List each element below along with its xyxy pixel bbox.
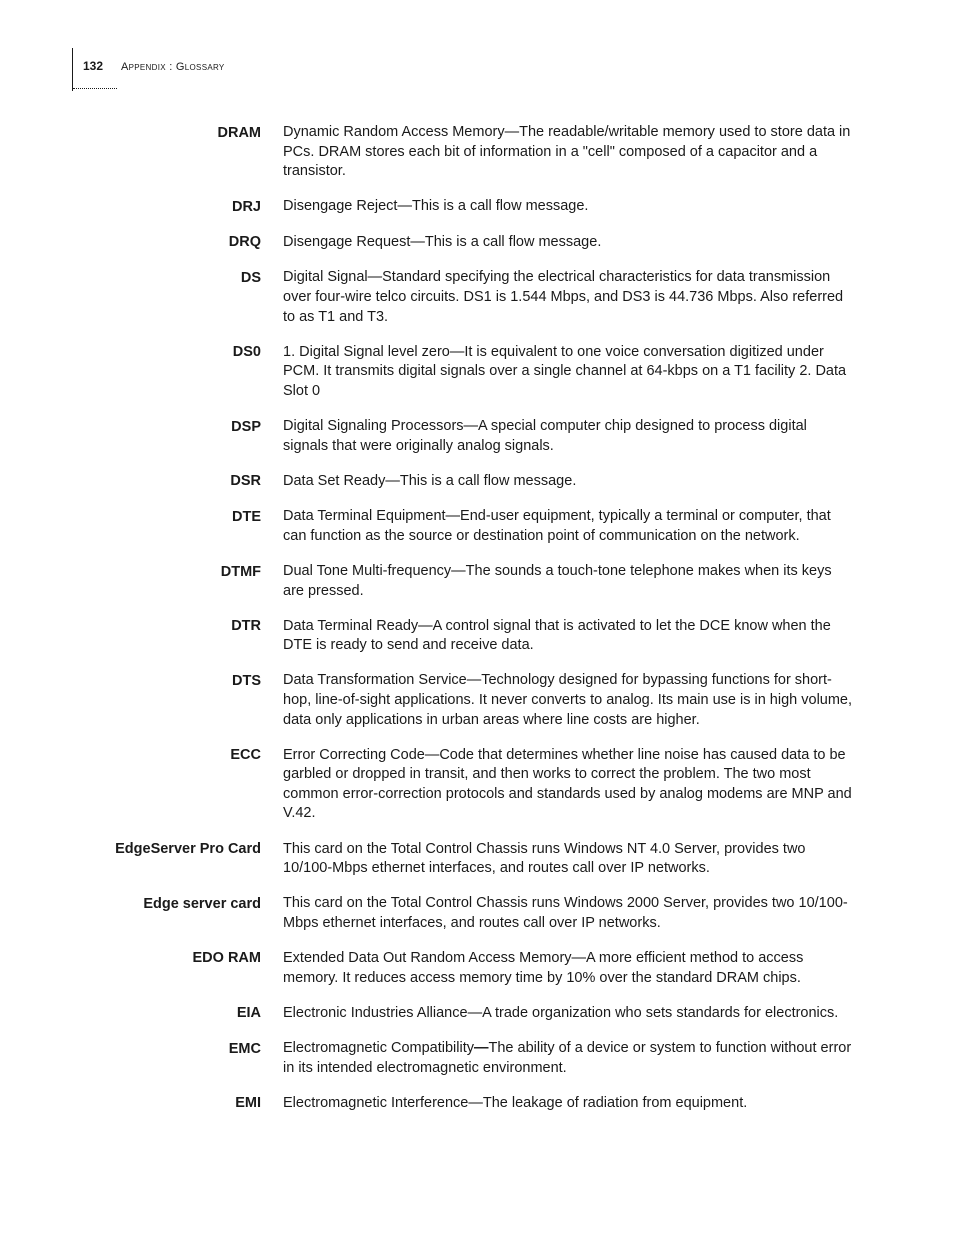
glossary-list xyxy=(90,123,860,1129)
glossary-entry-dte xyxy=(90,507,860,546)
header-rule-vertical xyxy=(72,48,73,91)
glossary-entry-edgeserver-pro-card xyxy=(90,840,860,879)
glossary-term: DRQ xyxy=(228,234,261,251)
glossary-definition: Error Correcting Code—Code that determines whether line noise has caused data to be garbled or dropped in transit, and then works to correct the problem. The two most common error-correction protocols and standards used by analog modems are MNP and V.42. xyxy=(283,746,852,822)
definition-em-dash: — xyxy=(474,1040,489,1057)
glossary-term: DS0 xyxy=(232,344,261,361)
glossary-entry-ds xyxy=(90,268,860,327)
glossary-entry-drq xyxy=(90,233,860,253)
definition-text: The ability of a device or system to function without error in its intended electromagnetic environment. xyxy=(283,1040,852,1076)
glossary-entry-dtr xyxy=(90,617,860,656)
glossary-entry-edge-server-card xyxy=(90,894,860,933)
glossary-entry-dtmf xyxy=(90,562,860,601)
glossary-term: ECC xyxy=(230,747,261,764)
glossary-term: DTR xyxy=(231,618,261,635)
glossary-definition: Data Set Ready—This is a call flow message. xyxy=(283,472,577,489)
glossary-definition: Digital Signal—Standard specifying the electrical characteristics for data transmission over four-wire telco circuits. DS1 is 1.544 Mbps, and DS3 is 44.736 Mbps. Also referred to as T1 and T3. xyxy=(283,269,844,325)
glossary-entry-dram xyxy=(90,123,860,182)
glossary-definition: Electromagnetic Interference—The leakage of radiation from equipment. xyxy=(283,1094,748,1111)
glossary-definition: Digital Signaling Processors—A special computer chip designed to process digital signals that were originally analog signals. xyxy=(283,418,807,454)
definition-expansion: Electromagnetic Compatibility xyxy=(283,1040,474,1057)
glossary-definition: Data Transformation Service—Technology designed for bypassing functions for short-hop, line-of-sight applications. It never converts to analog. Its main use is in high volume, data only applications in urban areas where line costs are higher. xyxy=(283,672,853,728)
page-number: 132 xyxy=(83,59,104,73)
glossary-term: EDO RAM xyxy=(192,950,261,967)
glossary-entry-emi xyxy=(90,1094,860,1114)
glossary-entry-dsp xyxy=(90,417,860,456)
glossary-term: DRAM xyxy=(217,124,261,141)
running-header-title: Appendix : Glossary xyxy=(121,61,225,73)
glossary-definition: Dynamic Random Access Memory—The readable/writable memory used to store data in PCs. DRAM stores each bit of information in a "cell" composed of a capacitor and a transistor. xyxy=(283,124,851,180)
glossary-term: DTS xyxy=(232,672,261,689)
glossary-definition: Data Terminal Ready—A control signal that is activated to let the DCE know when the DTE is ready to send and receive data. xyxy=(283,617,831,654)
glossary-entry-dsr xyxy=(90,472,860,492)
glossary-entry-edo-ram xyxy=(90,949,860,988)
glossary-definition xyxy=(283,1039,855,1078)
glossary-term: EMC xyxy=(228,1040,261,1057)
glossary-term: DTMF xyxy=(220,563,261,580)
glossary-entry-drj xyxy=(90,197,860,217)
glossary-definition: Disengage Reject—This is a call flow message. xyxy=(283,198,589,215)
glossary-definition: Dual Tone Multi-frequency—The sounds a touch-tone telephone makes when its keys are pressed. xyxy=(283,563,832,599)
glossary-term: DS xyxy=(240,269,261,286)
glossary-definition: Disengage Request—This is a call flow message. xyxy=(283,233,602,250)
glossary-entry-ecc xyxy=(90,746,860,824)
glossary-definition: 1. Digital Signal level zero—It is equivalent to one voice conversation digitized under PCM. It transmits digital signals over a single channel at 64-kbps on a T1 facility 2. Data Slot 0 xyxy=(283,343,847,399)
glossary-entry-eia xyxy=(90,1004,860,1024)
glossary-definition: This card on the Total Control Chassis runs Windows NT 4.0 Server, provides two 10/100-Mbps ethernet interfaces, and routes call over IP networks. xyxy=(283,840,806,877)
glossary-definition: This card on the Total Control Chassis runs Windows 2000 Server, provides two 10/100-Mbps ethernet interfaces, and routes call over IP networks. xyxy=(283,895,848,931)
glossary-term: DSR xyxy=(230,473,261,490)
glossary-term: EdgeServer Pro Card xyxy=(115,841,261,858)
header-rule-dotted xyxy=(73,88,117,89)
glossary-term: DTE xyxy=(232,508,261,525)
glossary-entry-emc xyxy=(90,1039,860,1078)
glossary-term: EMI xyxy=(235,1095,261,1112)
glossary-definition: Extended Data Out Random Access Memory—A more efficient method to access memory. It reduces access memory time by 10% over the standard DRAM chips. xyxy=(283,949,804,986)
glossary-term: DSP xyxy=(231,418,261,435)
glossary-term: Edge server card xyxy=(143,895,261,912)
glossary-term: DRJ xyxy=(231,198,261,215)
glossary-entry-ds0 xyxy=(90,343,860,402)
glossary-definition: Data Terminal Equipment—End-user equipment, typically a terminal or computer, that can function as the source or destination point of communication on the network. xyxy=(283,508,831,544)
glossary-entry-dts xyxy=(90,671,860,730)
glossary-definition: Electronic Industries Alliance—A trade organization who sets standards for electronics. xyxy=(283,1004,839,1021)
glossary-term: EIA xyxy=(236,1005,261,1022)
